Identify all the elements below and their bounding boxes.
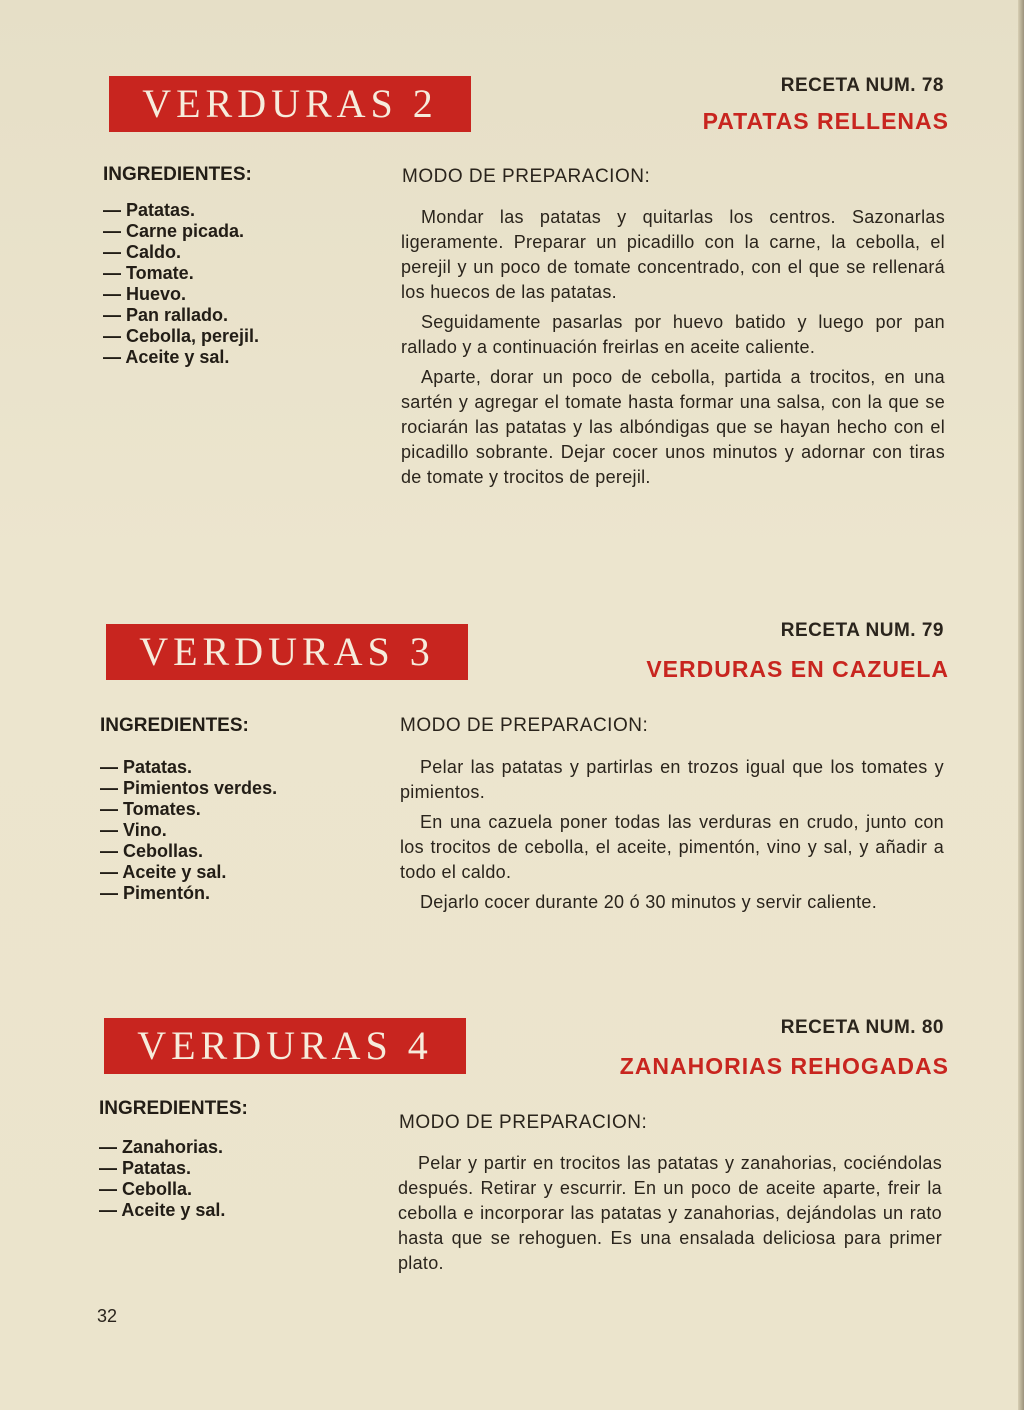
- ingredient-item: — Aceite y sal.: [103, 347, 259, 368]
- ingredients-list: [99, 1137, 225, 1221]
- ingredients-heading: INGREDIENTES:: [99, 1098, 248, 1119]
- ingredient-item: — Tomates.: [100, 799, 277, 820]
- method-heading: MODO DE PREPARACION:: [402, 166, 651, 187]
- method-paragraph: Pelar las patatas y partirlas en trozos igual que los tomates y pimientos.: [400, 757, 944, 802]
- method-paragraph: En una cazuela poner todas las verduras en crudo, junto con los trocitos de cebolla, el aceite, pimentón, vino y sal, y añadir a todo el caldo.: [400, 812, 944, 882]
- method-paragraph: Dejarlo cocer durante 20 ó 30 minutos y servir caliente.: [420, 892, 878, 912]
- ingredient-item: — Tomate.: [103, 263, 259, 284]
- ingredients-heading: INGREDIENTES:: [103, 164, 252, 185]
- method-text: [401, 205, 945, 495]
- ingredient-item: — Aceite y sal.: [99, 1200, 225, 1221]
- section-banner: VERDURAS 2: [109, 76, 471, 132]
- ingredient-item: — Aceite y sal.: [100, 862, 277, 883]
- ingredient-item: — Caldo.: [103, 242, 259, 263]
- ingredient-item: — Cebolla, perejil.: [103, 326, 259, 347]
- method-paragraph: Mondar las patatas y quitarlas los centros. Sazonarlas ligeramente. Preparar un picadillo con la carne, la cebolla, el perejil y un poco de tomate concentrado, con el que se rellenará los huecos de las patatas.: [401, 207, 945, 302]
- recipe-title: ZANAHORIAS REHOGADAS: [619, 1053, 949, 1079]
- recipe-number: RECETA NUM. 78: [780, 75, 944, 96]
- ingredient-item: — Pan rallado.: [103, 305, 259, 326]
- recipe-title: PATATAS RELLENAS: [702, 108, 949, 134]
- ingredient-item: — Patatas.: [100, 757, 277, 778]
- method-text: [400, 755, 944, 920]
- method-paragraph: Seguidamente pasarlas por huevo batido y luego por pan rallado y a continuación freirlas en aceite caliente.: [401, 312, 945, 357]
- section-banner: VERDURAS 3: [106, 624, 468, 680]
- ingredient-item: — Vino.: [100, 820, 277, 841]
- ingredients-list: [103, 200, 259, 368]
- method-heading: MODO DE PREPARACION:: [399, 1112, 648, 1133]
- page-number: 32: [97, 1306, 118, 1326]
- ingredient-item: — Cebollas.: [100, 841, 277, 862]
- ingredients-heading: INGREDIENTES:: [100, 715, 249, 736]
- section-banner: VERDURAS 4: [104, 1018, 466, 1074]
- ingredients-list: [100, 757, 277, 904]
- recipe-title: VERDURAS EN CAZUELA: [646, 656, 949, 682]
- ingredient-item: — Patatas.: [103, 200, 259, 221]
- ingredient-item: — Patatas.: [99, 1158, 225, 1179]
- method-text: [398, 1151, 942, 1281]
- ingredient-item: — Carne picada.: [103, 221, 259, 242]
- ingredient-item: — Pimientos verdes.: [100, 778, 277, 799]
- ingredient-item: — Pimentón.: [100, 883, 277, 904]
- ingredient-item: — Huevo.: [103, 284, 259, 305]
- ingredient-item: — Cebolla.: [99, 1179, 225, 1200]
- recipe-number: RECETA NUM. 80: [780, 1017, 944, 1038]
- method-heading: MODO DE PREPARACION:: [400, 715, 649, 736]
- method-paragraph: Pelar y partir en trocitos las patatas y zanahorias, cociéndolas después. Retirar y escurrir. En un poco de aceite aparte, freir la cebolla e incorporar las patatas y zanahorias, dejándolas un rato hasta que se rehoguen. Es una ensalada deliciosa para primer plato.: [398, 1153, 942, 1273]
- recipe-number: RECETA NUM. 79: [780, 620, 944, 641]
- ingredient-item: — Zanahorias.: [99, 1137, 225, 1158]
- page-edge: [1018, 0, 1024, 1410]
- method-paragraph: Aparte, dorar un poco de cebolla, partida a trocitos, en una sartén y agregar el tomate hasta formar una salsa, con la que se rociarán las patatas y las albóndigas que se hayan hecho con el picadillo sobrante. Dejar cocer unos minutos y adornar con tiras de tomate y trocitos de perejil.: [401, 367, 945, 487]
